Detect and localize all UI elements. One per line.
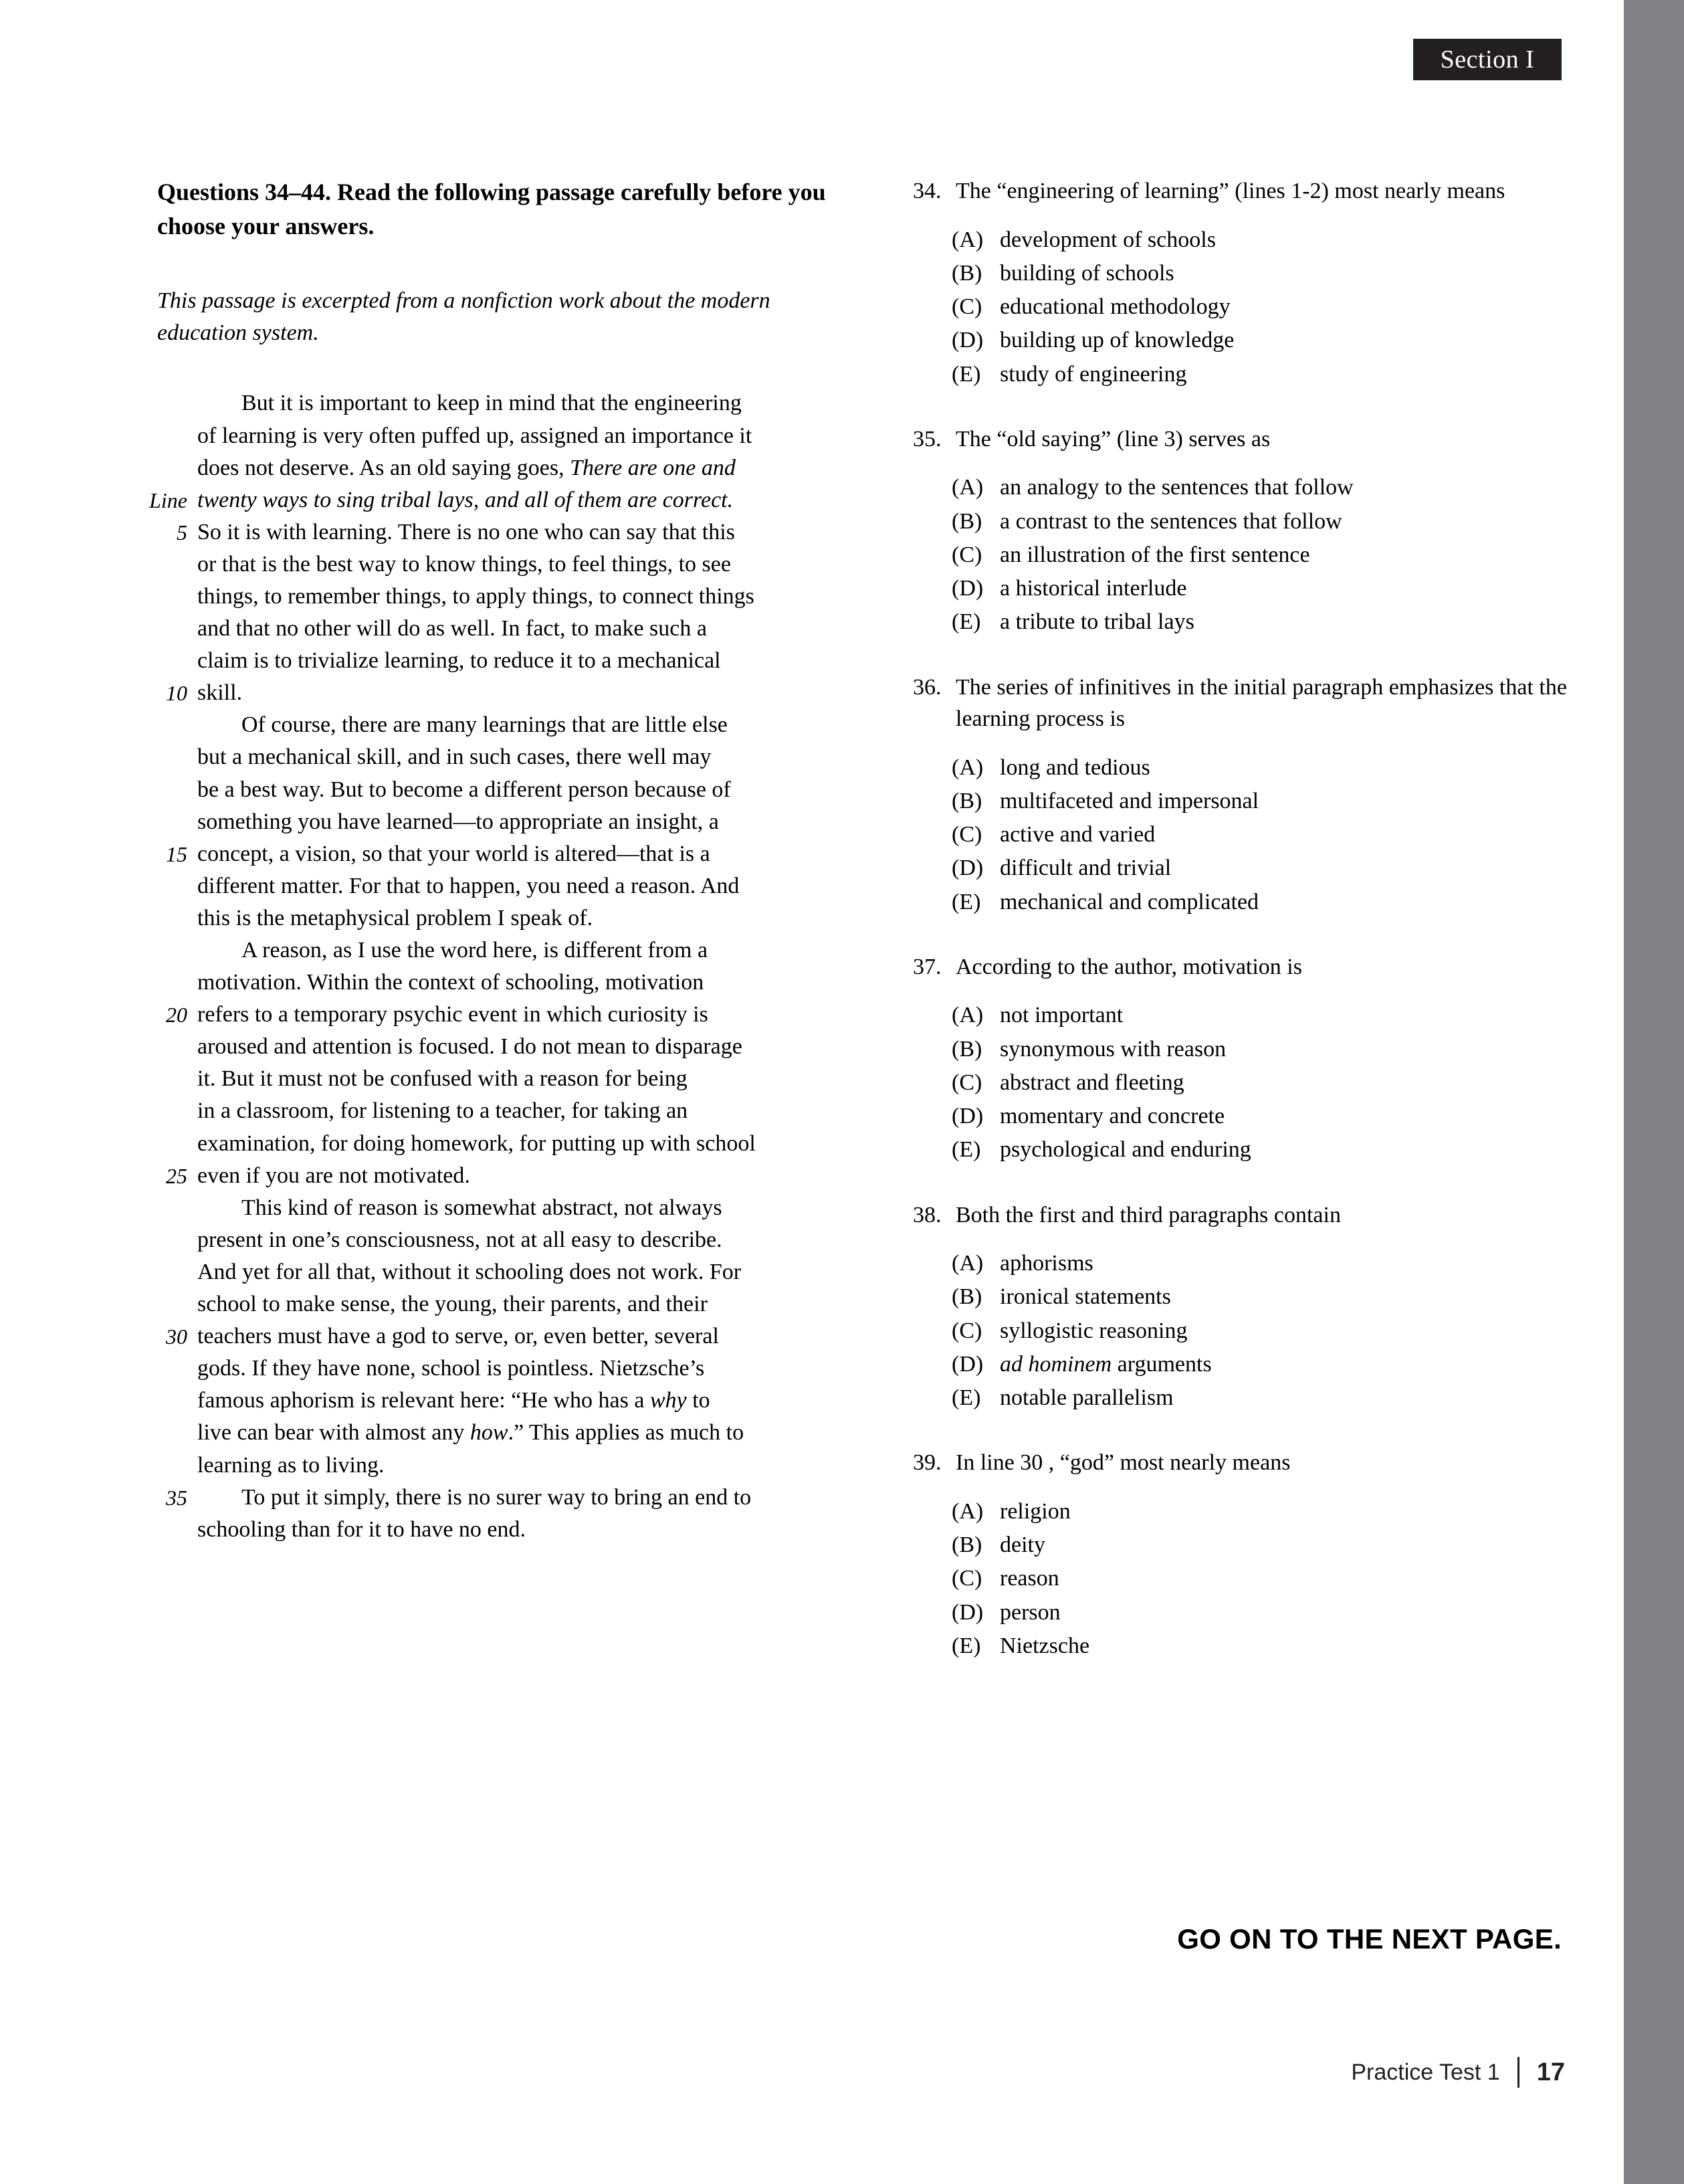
answer-choice-label: (B) xyxy=(952,1284,982,1310)
section-tab-label: Section I xyxy=(1440,45,1535,74)
passage-line xyxy=(117,1160,843,1192)
answer-choice-text: person xyxy=(1000,1599,1061,1625)
answer-choice[interactable] xyxy=(913,225,1568,256)
question-number: 36. xyxy=(913,674,942,700)
answer-choice[interactable] xyxy=(913,258,1568,289)
answer-choice[interactable] xyxy=(913,472,1568,503)
passage-line-text: refers to a temporary psychic event in which curiosity is xyxy=(197,1002,708,1027)
answer-choice-text: study of engineering xyxy=(1000,361,1187,387)
passage-line-text: examination, for doing homework, for putting up with school xyxy=(197,1130,756,1156)
passage-line xyxy=(117,1095,843,1127)
passage-line-text: So it is with learning. There is no one who can say that this xyxy=(197,519,735,544)
passage-line xyxy=(117,838,843,870)
question-stem-text: Both the first and third paragraphs contain xyxy=(956,1202,1341,1227)
passage-line-number: 30 xyxy=(166,1324,187,1349)
answer-choice-label: (A) xyxy=(952,755,984,780)
passage-line xyxy=(117,581,843,613)
answer-choice-label: (E) xyxy=(952,1137,981,1163)
passage-line xyxy=(117,902,843,934)
answer-choice-text: mechanical and complicated xyxy=(1000,889,1259,914)
answer-choice[interactable] xyxy=(913,1282,1568,1312)
answer-choice[interactable] xyxy=(913,1597,1568,1628)
answer-choice-text: momentary and concrete xyxy=(1000,1104,1225,1129)
answer-choice-label: (C) xyxy=(952,1070,982,1095)
question-number: 37. xyxy=(913,954,942,979)
answer-choice-text: ironical statements xyxy=(1000,1284,1171,1310)
answer-choice-text: a tribute to tribal lays xyxy=(1000,609,1194,635)
passage-line xyxy=(117,870,843,902)
passage-line-text: And yet for all that, without it schooling does not work. For xyxy=(197,1259,742,1284)
answer-choice-text: educational methodology xyxy=(1000,294,1231,320)
passage-line xyxy=(117,387,843,419)
answer-choice[interactable] xyxy=(913,1101,1568,1132)
passage-line xyxy=(117,709,843,741)
passage-line-text: schooling than for it to have no end. xyxy=(197,1516,526,1542)
passage-line-text: This kind of reason is somewhat abstract, not always xyxy=(241,1195,722,1220)
answer-choice-label: (B) xyxy=(952,1036,982,1062)
passage-line-text: Of course, there are many learnings that are little else xyxy=(241,712,728,738)
section-tab xyxy=(1413,39,1562,80)
answer-choice-label: (A) xyxy=(952,1499,984,1524)
answer-choice-text: syllogistic reasoning xyxy=(1000,1318,1188,1343)
answer-choice-text: not important xyxy=(1000,1003,1124,1028)
passage-line-text: live can bear with almost any how.” This applies as much to xyxy=(197,1420,744,1446)
passage-line-number: Line xyxy=(149,488,187,512)
passage-line xyxy=(117,677,843,709)
question-number: 34. xyxy=(913,179,942,203)
passage-line xyxy=(117,806,843,838)
answer-choice[interactable] xyxy=(913,819,1568,850)
passage-line-text: it. But it must not be confused with a reason for being xyxy=(197,1066,688,1092)
answer-choice-list xyxy=(913,225,1568,390)
passage-line-text: things, to remember things, to apply things, to connect things xyxy=(197,583,754,609)
question-block xyxy=(913,423,1568,638)
answer-choice[interactable] xyxy=(913,1034,1568,1065)
answer-choice-label: (C) xyxy=(952,294,982,320)
answer-choice[interactable] xyxy=(913,540,1568,571)
answer-choice[interactable] xyxy=(913,1000,1568,1031)
passage-line xyxy=(117,516,843,549)
answer-choice-label: (A) xyxy=(952,227,984,252)
answer-choice-text: aphorisms xyxy=(1000,1251,1093,1276)
passage-line xyxy=(117,967,843,999)
answer-choice-text: multifaceted and impersonal xyxy=(1000,788,1259,813)
answer-choice-text: Nietzsche xyxy=(1000,1633,1090,1658)
passage-line-number: 5 xyxy=(177,520,187,544)
passage-line-number: 25 xyxy=(166,1163,187,1188)
answer-choice-text: psychological and enduring xyxy=(1000,1137,1251,1163)
passage-line xyxy=(117,1288,843,1320)
passage-line-text: skill. xyxy=(197,680,243,706)
question-block xyxy=(913,175,1568,390)
passage-line xyxy=(117,1128,843,1160)
passage-line-text: but a mechanical skill, and in such cases, there well may xyxy=(197,744,712,770)
answer-choice[interactable] xyxy=(913,1383,1568,1413)
passage-line xyxy=(117,741,843,773)
question-stem-text: The “engineering of learning” (lines 1-2) most nearly means xyxy=(956,179,1505,203)
answer-choice-label: (E) xyxy=(952,889,981,914)
answer-choice[interactable] xyxy=(913,853,1568,884)
answer-choice[interactable] xyxy=(913,1631,1568,1662)
question-stem-text: In line 30 , “god” most nearly means xyxy=(956,1450,1291,1476)
answer-choice-text: notable parallelism xyxy=(1000,1385,1174,1411)
answer-choice-text: an illustration of the first sentence xyxy=(1000,542,1310,567)
answer-choice-list xyxy=(913,472,1568,637)
answer-choice-text: an analogy to the sentences that follow xyxy=(1000,475,1354,500)
answer-choice-text: religion xyxy=(1000,1499,1071,1524)
answer-choice[interactable] xyxy=(913,887,1568,918)
question-spacer xyxy=(913,393,1568,423)
answer-choice[interactable] xyxy=(913,1316,1568,1347)
passage-line xyxy=(117,1063,843,1095)
answer-choice-text: building of schools xyxy=(1000,260,1174,286)
answer-choice[interactable] xyxy=(913,1248,1568,1279)
answer-choice-label: (D) xyxy=(952,328,984,353)
answer-choice[interactable] xyxy=(913,1349,1568,1380)
passage-line xyxy=(117,1224,843,1256)
answer-choice-text: difficult and trivial xyxy=(1000,856,1172,881)
answer-choice-label: (A) xyxy=(952,1251,984,1276)
passage-line-text: this is the metaphysical problem I speak of. xyxy=(197,905,593,930)
answer-choice-label: (D) xyxy=(952,1599,984,1625)
question-spacer xyxy=(913,1664,1568,1695)
directions-heading: Questions 34–44. Read the following passage carefully before you choose your answers. xyxy=(157,179,826,240)
passage-line xyxy=(117,774,843,806)
answer-choice-label: (E) xyxy=(952,1633,981,1658)
answer-choice[interactable] xyxy=(913,1563,1568,1594)
answer-choice[interactable] xyxy=(913,506,1568,537)
passage-line-text: To put it simply, there is no surer way to bring an end to xyxy=(241,1484,752,1510)
question-stem xyxy=(913,175,1568,207)
answer-choice-label: (C) xyxy=(952,1318,982,1343)
passage-line-text: famous aphorism is relevant here: “He who has a why to xyxy=(197,1388,710,1413)
answer-choice-text: reason xyxy=(1000,1566,1059,1591)
answer-choice-text: a historical interlude xyxy=(1000,576,1187,601)
passage-line-text: gods. If they have none, school is pointless. Nietzsche’s xyxy=(197,1356,705,1381)
footer-test-label: Practice Test 1 xyxy=(1351,2059,1500,2085)
questions-column xyxy=(913,175,1568,1695)
answer-choice[interactable] xyxy=(913,786,1568,817)
passage-line xyxy=(117,1320,843,1353)
passage-intro: This passage is excerpted from a nonfiction work about the modern education system. xyxy=(157,288,770,345)
answer-choice-text: deity xyxy=(1000,1532,1045,1558)
passage-line xyxy=(117,1450,843,1482)
question-stem xyxy=(913,1199,1568,1231)
passage-line xyxy=(117,1031,843,1063)
passage-line-number: 10 xyxy=(166,681,187,706)
answer-choice-label: (D) xyxy=(952,576,984,601)
passage-line-text: even if you are not motivated. xyxy=(197,1163,470,1188)
answer-choice-label: (B) xyxy=(952,788,982,813)
answer-choice-text: synonymous with reason xyxy=(1000,1036,1227,1062)
question-spacer xyxy=(913,1169,1568,1199)
page-content xyxy=(0,175,1624,1781)
question-block xyxy=(913,1447,1568,1662)
question-spacer xyxy=(913,920,1568,951)
passage-line xyxy=(117,934,843,967)
passage-line xyxy=(117,1385,843,1417)
go-on-notice: GO ON TO THE NEXT PAGE. xyxy=(1177,1923,1562,1955)
passage-line-text: be a best way. But to become a different person because of xyxy=(197,777,731,802)
answer-choice-label: (E) xyxy=(952,609,981,635)
answer-choice-label: (A) xyxy=(952,1003,984,1028)
question-number: 35. xyxy=(913,426,942,452)
passage-line xyxy=(117,1256,843,1288)
footer-page-number: 17 xyxy=(1536,2058,1565,2086)
question-block xyxy=(913,1199,1568,1414)
answer-choice-list xyxy=(913,1000,1568,1165)
passage-line-text: of learning is very often puffed up, assigned an importance it xyxy=(197,423,752,448)
answer-choice-text: active and varied xyxy=(1000,822,1156,848)
passage-line-text: present in one’s consciousness, not at all easy to describe. xyxy=(197,1227,722,1252)
question-stem xyxy=(913,1447,1568,1479)
answer-choice-label: (B) xyxy=(952,260,982,286)
answer-choice-text: long and tedious xyxy=(1000,755,1150,780)
passage-line xyxy=(117,452,843,484)
passage-line xyxy=(117,549,843,581)
answer-choice[interactable] xyxy=(913,325,1568,356)
question-stem-text: The series of infinitives in the initial paragraph emphasizes that the learning process is xyxy=(956,674,1567,732)
passage-line-number: 35 xyxy=(166,1485,187,1510)
passage-line xyxy=(117,1482,843,1514)
passage-column xyxy=(117,175,843,1546)
answer-choice[interactable] xyxy=(913,1068,1568,1098)
answer-choice-label: (B) xyxy=(952,508,982,534)
passage-line-number: 20 xyxy=(166,1003,187,1027)
answer-choice-text: a contrast to the sentences that follow xyxy=(1000,508,1342,534)
question-spacer xyxy=(913,641,1568,672)
passage-line xyxy=(117,1417,843,1449)
answer-choice-label: (E) xyxy=(952,1385,981,1411)
passage-line-text: claim is to trivialize learning, to reduce it to a mechanical xyxy=(197,648,721,674)
passage-line xyxy=(117,1353,843,1385)
answer-choice[interactable] xyxy=(913,607,1568,637)
answer-choice-label: (B) xyxy=(952,1532,982,1558)
passage-line xyxy=(117,613,843,645)
question-stem-text: The “old saying” (line 3) serves as xyxy=(956,426,1271,452)
passage-line-text: and that no other will do as well. In fact, to make such a xyxy=(197,616,707,641)
answer-choice-text: ad hominem arguments xyxy=(1000,1351,1212,1377)
answer-choice-text: development of schools xyxy=(1000,227,1216,252)
page-edge-band xyxy=(1624,0,1684,2184)
answer-choice-text: building up of knowledge xyxy=(1000,328,1235,353)
answer-choice-label: (C) xyxy=(952,822,982,848)
passage-line-text: But it is important to keep in mind that the engineering xyxy=(241,391,742,416)
passage-line xyxy=(117,645,843,677)
passage-body xyxy=(117,387,843,1545)
answer-choice-label: (C) xyxy=(952,542,982,567)
answer-choice[interactable] xyxy=(913,1530,1568,1561)
question-stem xyxy=(913,423,1568,456)
question-stem-text: According to the author, motivation is xyxy=(956,954,1302,979)
question-stem xyxy=(913,672,1568,735)
passage-line-text: school to make sense, the young, their parents, and their xyxy=(197,1292,708,1317)
passage-line-text: concept, a vision, so that your world is altered—that is a xyxy=(197,841,710,866)
answer-choice[interactable] xyxy=(913,573,1568,604)
answer-choice-list xyxy=(913,753,1568,918)
answer-choice[interactable] xyxy=(913,359,1568,390)
answer-choice[interactable] xyxy=(913,1496,1568,1527)
passage-line-text: aroused and attention is focused. I do not mean to disparage xyxy=(197,1034,742,1060)
passage-line-text: twenty ways to sing tribal lays, and all of them are correct. xyxy=(197,487,734,512)
passage-line xyxy=(117,420,843,452)
answer-choice-label: (D) xyxy=(952,1351,984,1377)
passage-line-text: or that is the best way to know things, to feel things, to see xyxy=(197,551,731,577)
answer-choice-label: (A) xyxy=(952,475,984,500)
passage-line-text: A reason, as I use the word here, is different from a xyxy=(241,938,708,963)
question-number: 39. xyxy=(913,1450,942,1476)
answer-choice-text: abstract and fleeting xyxy=(1000,1070,1184,1095)
passage-line-text: does not deserve. As an old saying goes, There are one and xyxy=(197,455,736,480)
passage-line xyxy=(117,1514,843,1546)
answer-choice[interactable] xyxy=(913,1134,1568,1165)
passage-line-text: different matter. For that to happen, you need a reason. And xyxy=(197,873,740,898)
answer-choice[interactable] xyxy=(913,292,1568,322)
passage-line xyxy=(117,1192,843,1224)
answer-choice-list xyxy=(913,1248,1568,1413)
passage-line xyxy=(117,999,843,1031)
passage-line-text: something you have learned—to appropriate an insight, a xyxy=(197,809,719,834)
answer-choice[interactable] xyxy=(913,753,1568,783)
passage-line-number: 15 xyxy=(166,841,187,866)
answer-choice-label: (C) xyxy=(952,1566,982,1591)
question-block xyxy=(913,672,1568,918)
passage-line-text: motivation. Within the context of schooling, motivation xyxy=(197,970,704,995)
answer-choice-list xyxy=(913,1496,1568,1662)
question-spacer xyxy=(913,1416,1568,1447)
question-block xyxy=(913,951,1568,1166)
question-stem xyxy=(913,951,1568,983)
answer-choice-label: (D) xyxy=(952,856,984,881)
passage-line-text: learning as to living. xyxy=(197,1452,385,1478)
question-number: 38. xyxy=(913,1202,942,1227)
answer-choice-label: (D) xyxy=(952,1104,984,1129)
passage-line-text: in a classroom, for listening to a teacher, for taking an xyxy=(197,1098,688,1124)
passage-line-text: teachers must have a god to serve, or, even better, several xyxy=(197,1324,719,1349)
answer-choice-label: (E) xyxy=(952,361,981,387)
passage-line xyxy=(117,484,843,516)
page-footer xyxy=(0,2057,1565,2088)
footer-divider xyxy=(1517,2057,1519,2088)
